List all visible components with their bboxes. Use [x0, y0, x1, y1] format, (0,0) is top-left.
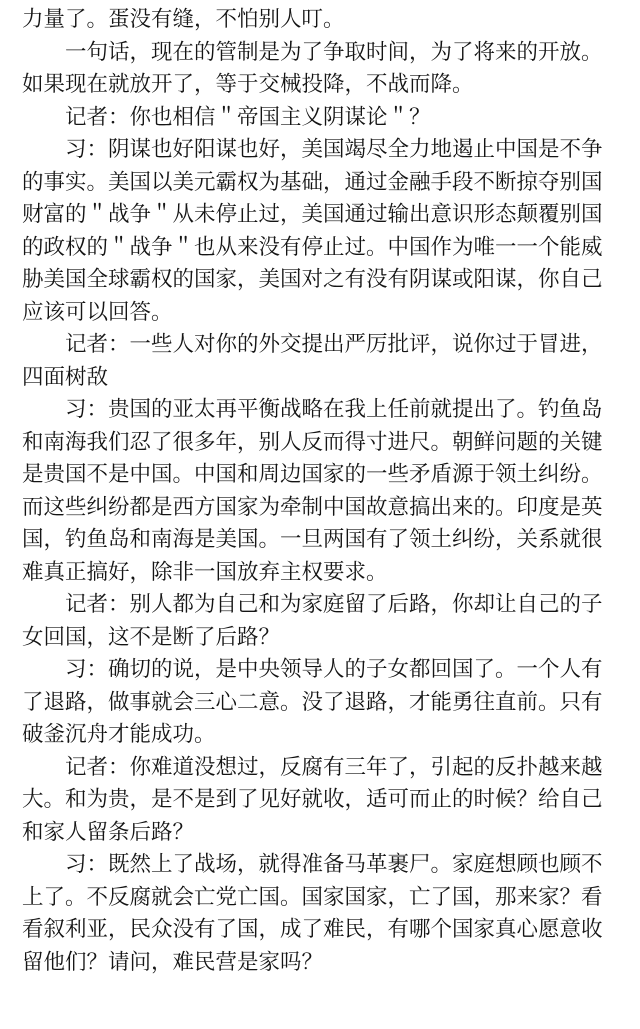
text-line: 上了。不反腐就会亡党亡国。国家国家，亡了国，那来家？看	[22, 884, 603, 910]
text-line: 习：确切的说，是中央领导人的子女都回国了。一个人有	[22, 657, 603, 682]
text-line: 的政权的＂战争＂也从来没有停止过。中国作为唯一一个能威	[22, 234, 603, 260]
text-line: 一句话，现在的管制是为了争取时间，为了将来的开放。	[22, 39, 603, 65]
text-line: 如果现在就放开了，等于交械投降，不战而降。	[22, 72, 474, 97]
text-line: 和南海我们忍了很多年，别人反而得寸进尺。朝鲜问题的关键	[22, 429, 603, 455]
text-line: 了退路，做事就会三心二意。没了退路，才能勇往直前。只有	[22, 689, 603, 715]
text-line: 记者：别人都为自己和为家庭留了后路，你却让自己的子	[22, 592, 603, 617]
text-line: 习：贵国的亚太再平衡战略在我上任前就提出了。钓鱼岛	[22, 397, 603, 422]
text-line: 是贵国不是中国。中国和周边国家的一些矛盾源于领土纠纷。	[22, 462, 603, 487]
text-line: 应该可以回答。	[22, 299, 173, 325]
text-line: 难真正搞好，除非一国放弃主权要求。	[22, 559, 388, 585]
text-line: 力量了。蛋没有缝，不怕别人叮。	[22, 7, 345, 32]
text-line: 习：既然上了战场，就得准备马革裹尸。家庭想顾也顾不	[22, 852, 603, 877]
text-line: 留他们？请问，难民营是家吗？	[22, 949, 324, 975]
text-line: 财富的＂战争＂从未停止过，美国通过输出意识形态颠覆别国	[22, 202, 603, 227]
text-line: 的事实。美国以美元霸权为基础，通过金融手段不断掠夺别国	[22, 169, 603, 195]
text-line: 大。和为贵，是不是到了见好就收，适可而止的时候？给自己	[22, 787, 603, 812]
text-line: 胁美国全球霸权的国家，美国对之有没有阴谋或阳谋，你自己	[22, 267, 603, 292]
text-line: 四面树敌	[22, 364, 109, 390]
text-line: 看叙利亚，民众没有了国，成了难民，有哪个国家真心愿意收	[22, 917, 603, 942]
text-line: 国，钓鱼岛和南海是美国。一旦两国有了领土纠纷，关系就很	[22, 527, 603, 552]
text-line: 习：阴谋也好阳谋也好，美国竭尽全力地遏止中国是不争	[22, 137, 603, 162]
text-line: 记者：一些人对你的外交提出严厉批评，说你过于冒进，	[22, 332, 603, 357]
text-line: 记者：你难道没想过，反腐有三年了，引起的反扑越来越	[22, 754, 603, 780]
text-line: 记者：你也相信＂帝国主义阴谋论＂？	[22, 104, 431, 130]
text-line: 女回国，这不是断了后路？	[22, 624, 281, 650]
text-line: 和家人留条后路？	[22, 819, 195, 845]
text-line: 而这些纠纷都是西方国家为牵制中国故意搞出来的。印度是英	[22, 494, 603, 520]
text-line: 破釜沉舟才能成功。	[22, 722, 216, 747]
